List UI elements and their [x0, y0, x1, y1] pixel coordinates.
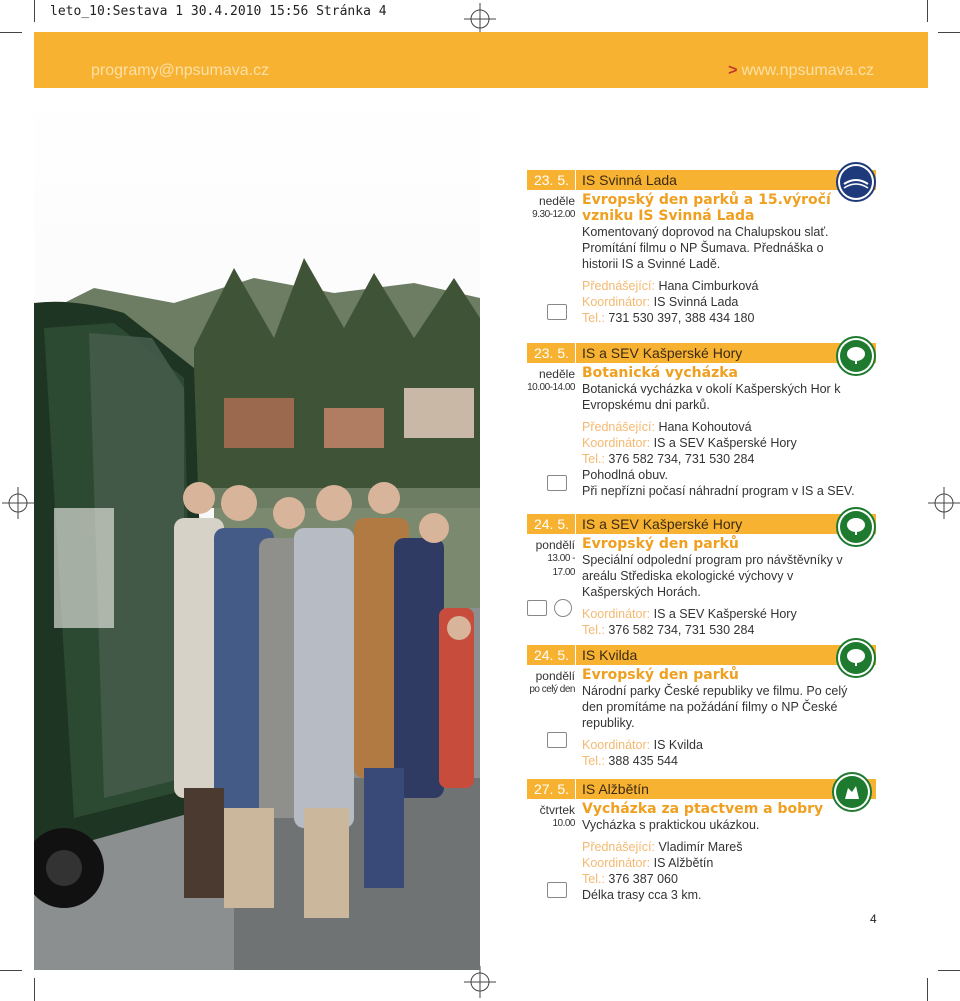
crop-mark: [938, 970, 960, 971]
phone-row: [582, 310, 857, 326]
phone-row: [582, 451, 857, 467]
event-body: [582, 192, 857, 326]
coordinator-row: [582, 294, 857, 310]
event-weekday: pondělí: [535, 669, 575, 683]
photo-bus-hikers: [34, 88, 480, 970]
event-date: 24. 5.: [527, 645, 575, 665]
speaker-name: Hana Kohoutová: [658, 420, 752, 434]
event-card: [527, 514, 857, 637]
event-place: IS a SEV Kašperské Hory: [576, 343, 876, 363]
kvilda-logo-icon: [836, 638, 876, 678]
event-body: [582, 801, 857, 903]
event-date: 27. 5.: [527, 779, 575, 799]
page-number: 4: [870, 912, 877, 926]
phone-label: Tel.:: [582, 623, 605, 637]
event-date: 24. 5.: [527, 514, 575, 534]
coordinator-row: [582, 606, 857, 622]
event-time: 13.00 - 17.00: [547, 553, 575, 578]
book-icon: [547, 475, 567, 491]
coordinator-name: IS Svinná Lada: [653, 295, 739, 309]
event-time: 9.30-12.00: [532, 209, 575, 220]
coordinator-label: Koordinátor:: [582, 607, 651, 621]
speaker-name: Hana Cimburková: [658, 279, 759, 293]
book-icon: [527, 600, 547, 616]
event-title: Evropský den parků: [582, 536, 739, 552]
phone-number: 376 387 060: [608, 872, 678, 886]
speaker-label: Přednášející:: [582, 420, 655, 434]
event-description: Botanická vycházka v okolí Kašperských Hor k Evropskému dni parků.: [582, 382, 841, 412]
phone-number: 388 435 544: [608, 754, 678, 768]
speaker-label: Přednášející:: [582, 279, 655, 293]
book-icon: [547, 882, 567, 898]
event-day: [527, 669, 575, 697]
smiley-icon: [554, 599, 572, 617]
event-time: 10.00: [552, 818, 575, 829]
print-slug: leto_10:Sestava 1 30.4.2010 15:56 Stránka 4: [50, 4, 387, 19]
phone-number: 731 530 397, 388 434 180: [608, 311, 755, 325]
phone-label: Tel.:: [582, 311, 605, 325]
coordinator-name: IS Alžbětín: [653, 856, 714, 870]
web-link[interactable]: [728, 62, 874, 80]
coordinator-label: Koordinátor:: [582, 295, 651, 309]
book-icon: [547, 304, 567, 320]
crop-mark: [0, 32, 22, 33]
registration-mark-icon: [2, 487, 34, 519]
registration-mark-icon: [464, 3, 496, 35]
speaker-row: [582, 839, 857, 855]
phone-label: Tel.:: [582, 872, 605, 886]
event-date: 23. 5.: [527, 170, 575, 190]
event-card: [527, 343, 857, 503]
sev-kasperske-hory-logo-icon: [836, 336, 876, 376]
event-day: [527, 803, 575, 831]
event-title: Botanická vycházka: [582, 365, 738, 381]
crop-mark: [34, 0, 35, 22]
event-body: [582, 667, 857, 769]
phone-label: Tel.:: [582, 754, 605, 768]
speaker-label: Přednášející:: [582, 840, 655, 854]
svinna-lada-logo-icon: [836, 162, 876, 202]
event-title: Evropský den parků a 15.výročí vzniku IS Svinná Lada: [582, 192, 831, 224]
coordinator-label: Koordinátor:: [582, 856, 651, 870]
event-date: 23. 5.: [527, 343, 575, 363]
coordinator-label: Koordinátor:: [582, 738, 651, 752]
coordinator-row: [582, 435, 857, 451]
speaker-name: Vladimír Mareš: [658, 840, 743, 854]
event-card: [527, 170, 857, 330]
event-card: [527, 779, 857, 909]
event-day: [527, 367, 575, 395]
note-row: Délka trasy cca 3 km.: [582, 888, 702, 902]
event-day: [527, 538, 575, 580]
alzbetin-logo-icon: [832, 772, 872, 812]
sev-kasperske-hory-logo-icon: [836, 507, 876, 547]
coordinator-label: Koordinátor:: [582, 436, 651, 450]
event-description: Speciální odpolední program pro návštěvníky v areálu Střediska ekologické výchovy v Kašperských Horách.: [582, 553, 843, 599]
event-title: Evropský den parků: [582, 667, 739, 683]
event-description: Národní parky České republiky ve filmu. Po celý den promítáme na požádání filmy o NP České republiky.: [582, 684, 848, 730]
event-weekday: neděle: [538, 194, 575, 208]
event-day: [527, 194, 575, 222]
event-place: IS Kvilda: [576, 645, 876, 665]
web-url: www.npsumava.cz: [741, 62, 874, 79]
event-body: [582, 536, 857, 638]
event-place: IS a SEV Kašperské Hory: [576, 514, 876, 534]
email-link[interactable]: programy@npsumava.cz: [91, 62, 270, 79]
crop-mark: [927, 0, 928, 22]
event-title: Vycházka za ptactvem a bobry: [582, 801, 824, 817]
event-weekday: neděle: [538, 367, 575, 381]
phone-label: Tel.:: [582, 452, 605, 466]
coordinator-row: [582, 737, 857, 753]
coordinator-name: IS Kvilda: [653, 738, 703, 752]
event-body: [582, 365, 857, 499]
event-weekday: pondělí: [535, 538, 575, 552]
crop-mark: [0, 970, 22, 971]
crop-mark: [927, 978, 928, 1001]
phone-number: 376 582 734, 731 530 284: [608, 623, 755, 637]
event-place: IS Svinná Lada: [576, 170, 876, 190]
book-icon: [547, 732, 567, 748]
phone-row: [582, 622, 857, 638]
event-place: IS Alžbětín: [576, 779, 876, 799]
phone-row: [582, 753, 857, 769]
header-banner: [34, 32, 928, 88]
crop-mark: [938, 32, 960, 33]
event-time: 10.00-14.00: [527, 382, 575, 393]
event-description: Vycházka s praktickou ukázkou.: [582, 818, 760, 832]
event-weekday: čtvrtek: [539, 803, 575, 817]
event-time: po celý den: [529, 684, 575, 695]
speaker-row: [582, 419, 857, 435]
event-description: Komentovaný doprovod na Chalupskou slať. Promítání filmu o NP Šumava. Přednáška o historii IS a Svinné Ladě.: [582, 225, 829, 271]
note-row: Pohodlná obuv.: [582, 468, 668, 482]
coordinator-row: [582, 855, 857, 871]
phone-number: 376 582 734, 731 530 284: [608, 452, 755, 466]
registration-mark-icon: [464, 966, 496, 998]
arrow-icon: >: [728, 62, 738, 79]
registration-mark-icon: [928, 487, 960, 519]
event-card: [527, 645, 857, 768]
speaker-row: [582, 278, 857, 294]
note-row: Při nepřízni počasí náhradní program v IS a SEV.: [582, 484, 855, 498]
coordinator-name: IS a SEV Kašperské Hory: [653, 607, 797, 621]
phone-row: [582, 871, 857, 887]
coordinator-name: IS a SEV Kašperské Hory: [653, 436, 797, 450]
crop-mark: [34, 978, 35, 1001]
